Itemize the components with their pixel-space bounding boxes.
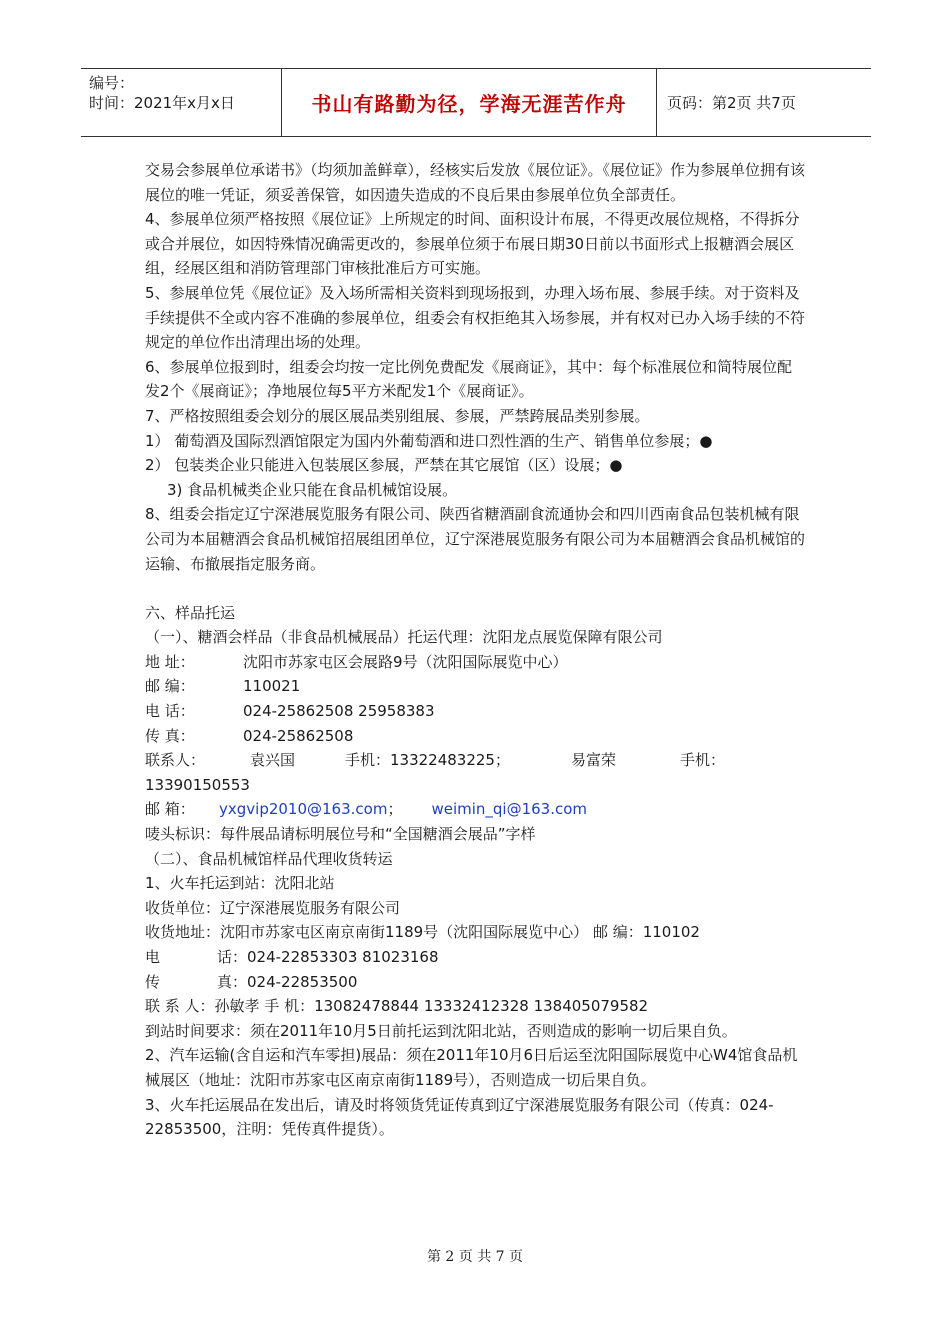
paragraph-item-5: 5、参展单位凭《展位证》及入场所需相关资料到现场报到，办理入场布展、参展手续。对于资料及手续提供不全或内容不准确的参展单位，组委会有权拒绝其入场参展，并有权对已办入场手续的不符规定的单位作出清理出场的处理。 <box>145 283 806 352</box>
email-link-1[interactable]: yxgvip2010@163.com <box>219 800 388 819</box>
tel-value: 024-25862508 25958383 <box>243 702 435 721</box>
paragraph-item-7: 7、严格按照组委会划分的展区展品类别组展、参展，严禁跨展品类别参展。 <box>145 406 650 425</box>
email-label: 邮 箱： <box>145 800 195 819</box>
email-link-2[interactable]: weimin_qi@163.com <box>431 800 588 819</box>
zip-line <box>145 674 805 699</box>
receiver-address: 收货地址：沈阳市苏家屯区南京南街1189号（沈阳国际展览中心） 邮 编：110102 <box>145 923 700 942</box>
truck-transport: 2、汽车运输(含自运和汽车零担)展品：须在2011年10月6日后运至沈阳国际展览中心W4馆食品机械展区（地址：沈阳市苏家屯区南京南街1189号），否则造成一切后果自负。 <box>145 1046 798 1089</box>
page-header <box>81 68 871 137</box>
contact-name-2: 易富荣 <box>571 751 617 770</box>
contact-mobile-1: 手机：13322483225； <box>345 751 510 770</box>
tel2-value: 话：024-22853303 81023168 <box>217 948 439 966</box>
header-page-label: 页码：第2页 共7页 <box>667 94 796 112</box>
contact-line <box>145 748 805 773</box>
tel2-line <box>145 945 805 970</box>
address-value: 沈阳市苏家屯区会展路9号（沈阳国际展览中心） <box>243 652 568 671</box>
contact2-line: 联 系 人：孙敏孝 手 机：13082478844 13332412328 138405079582 <box>145 997 649 1016</box>
shipping-mark: 唛头标识：每件展品请标明展位号和“全国糖酒会展品”字样 <box>145 825 536 844</box>
fax-note: 3、火车托运展品在发出后，请及时将领货凭证传真到辽宁深港展览服务有限公司（传真：024-22853500，注明：凭传真件提货）。 <box>145 1095 774 1139</box>
paragraph-item-4: 4、参展单位须严格按照《展位证》上所规定的时间、面积设计布展，不得更改展位规格，不得拆分或合并展位，如因特殊情况确需更改的，参展单位须于布展日期30日前以书面形式上报糖酒会展区组，经展区组和消防管理部门审核批准后方可实施。 <box>145 210 800 278</box>
zip-value: 110021 <box>243 677 301 696</box>
paragraph-item-7-3: 3) 食品机械类企业只能在食品机械馆设展。 <box>167 480 458 499</box>
header-motto-cell <box>281 69 657 136</box>
tel-label: 电 话： <box>145 702 195 721</box>
receiver-unit: 收货单位：辽宁深港展览服务有限公司 <box>145 898 401 917</box>
address-line <box>145 650 805 675</box>
contact-label: 联系人： <box>145 751 206 770</box>
fax-value: 024-25862508 <box>243 726 354 745</box>
fax-label: 传 真： <box>145 726 195 745</box>
paragraph-item-7-2: 2） 包装类企业只能进入包装展区参展，严禁在其它展馆（区）设展；● <box>145 456 623 475</box>
fax-line <box>145 724 805 749</box>
header-left <box>89 73 235 113</box>
tel-line <box>145 699 805 724</box>
fax2-value: 真：024-22853500 <box>217 972 358 991</box>
rail-station: 1、火车托运到站：沈阳北站 <box>145 874 335 893</box>
section-6-sub2: （二）、食品机械馆样品代理收货转运 <box>145 849 393 868</box>
address-label: 地 址： <box>145 652 195 671</box>
paragraph-commitment: 交易会参展单位承诺书》（均须加盖鲜章），经核实后发放《展位证》。《展位证》作为参展单位拥有该展位的唯一凭证，须妥善保管，如因遗失造成的不良后果由参展单位负全部责任。 <box>145 161 806 204</box>
document-body <box>145 158 805 1142</box>
tel2-label: 电 <box>145 948 161 966</box>
paragraph-item-7-1: 1） 葡萄酒及国际烈酒馆限定为国内外葡萄酒和进口烈性酒的生产、销售单位参展；● <box>145 431 713 450</box>
paragraph-item-8: 8、组委会指定辽宁深港展览服务有限公司、陕西省糖酒副食流通协会和四川西南食品包装机械有限公司为本届糖酒会食品机械馆招展组团单位，辽宁深港展览服务有限公司为本届糖酒会食品机械馆的运输、布撤展指定服务商。 <box>145 505 806 573</box>
email-line <box>145 797 805 822</box>
email-separator: ； <box>387 800 403 819</box>
contact-mobile-label-2: 手机： <box>680 751 726 770</box>
page-footer: 第 2 页 共 7 页 <box>426 1249 524 1265</box>
header-motto: 书山有路勤为径，学海无涯苦作舟 <box>311 92 627 116</box>
paragraph-item-6: 6、参展单位报到时，组委会均按一定比例免费配发《展商证》，其中：每个标准展位和简特展位配发2个《展商证》；净地展位每5平方米配发1个《展商证》。 <box>145 357 793 401</box>
header-number-label: 编号： <box>89 74 135 92</box>
arrival-requirement: 到站时间要求：须在2011年10月5日前托运到沈阳北站，否则造成的影响一切后果自负。 <box>145 1021 737 1040</box>
fax2-label: 传 <box>145 972 161 991</box>
fax2-line <box>145 970 805 995</box>
contact-name-1: 袁兴国 <box>250 751 296 770</box>
header-time-label: 时间：2021年x月x日 <box>89 94 235 112</box>
section-6-sub1: （一）、糖酒会样品（非食品机械展品）托运代理：沈阳龙点展览保障有限公司 <box>145 628 663 647</box>
header-page-number <box>667 69 796 136</box>
zip-label: 邮 编： <box>145 677 195 696</box>
spacer <box>145 576 805 601</box>
contact-mobile-2: 13390150553 <box>145 775 250 794</box>
section-6-title: 六、样品托运 <box>145 603 236 622</box>
